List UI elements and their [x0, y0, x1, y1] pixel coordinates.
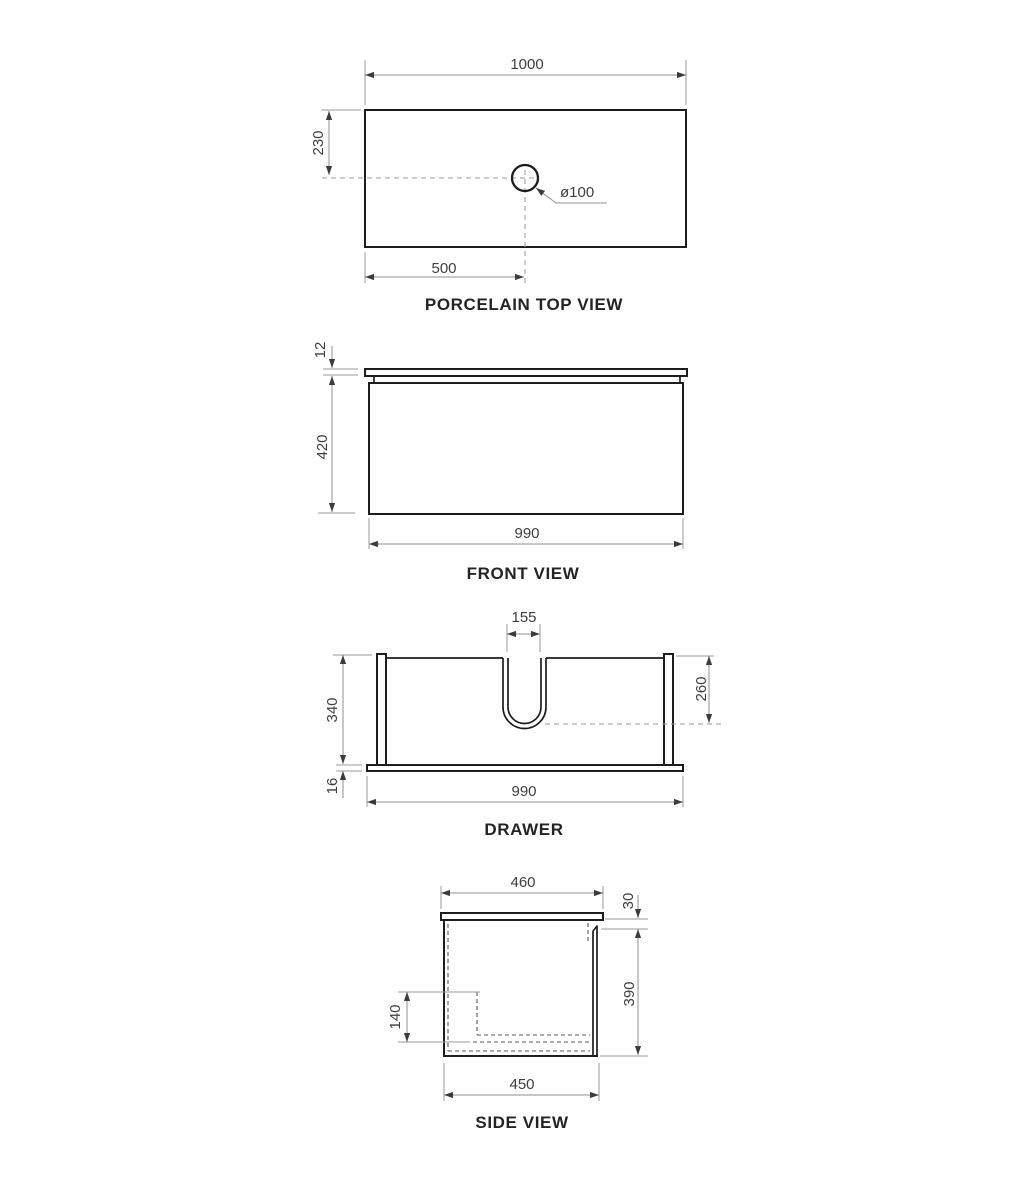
drawer-base-plate	[367, 765, 683, 771]
dim-label-drawer-height: 340	[324, 697, 341, 723]
front-view-title: FRONT VIEW	[466, 564, 580, 583]
side-view	[387, 874, 648, 1132]
top-view-title: PORCELAIN TOP VIEW	[424, 295, 624, 314]
porcelain-top-view	[310, 56, 686, 314]
dim-label-hole-offset-top: 230	[310, 130, 327, 156]
dim-label-internal-step: 140	[387, 1004, 404, 1030]
side-view-title: SIDE VIEW	[475, 1113, 569, 1132]
side-top-slab	[441, 913, 603, 920]
dim-label-side-height: 390	[621, 981, 638, 1007]
dim-label-cutout-depth: 260	[693, 676, 710, 702]
dim-label-body-height: 420	[314, 434, 331, 460]
drawer-side-left	[377, 654, 386, 765]
drawer-view	[324, 609, 722, 839]
drawer-view-title: DRAWER	[484, 820, 564, 839]
u-cutout-inner	[508, 658, 541, 724]
front-view	[312, 342, 687, 583]
dim-label-top-width: 1000	[510, 56, 544, 73]
drawer-side-right	[664, 654, 673, 765]
dim-label-top-depth: 460	[510, 874, 536, 891]
front-cabinet-outline	[369, 383, 683, 514]
u-cutout-outer	[503, 658, 546, 729]
dim-label-drawer-width: 990	[511, 783, 537, 800]
front-top-slab	[365, 369, 687, 376]
dim-label-base-thickness: 16	[324, 777, 341, 795]
dim-label-slab-thickness: 12	[312, 341, 329, 359]
dim-label-hole-diameter: ø100	[560, 184, 595, 201]
dim-label-cutout-width: 155	[511, 609, 537, 626]
dim-label-top-reveal: 30	[620, 892, 637, 910]
dim-label-hole-offset-left: 500	[431, 260, 457, 277]
dim-label-body-depth: 450	[509, 1076, 535, 1093]
dim-label-body-width: 990	[514, 525, 540, 542]
